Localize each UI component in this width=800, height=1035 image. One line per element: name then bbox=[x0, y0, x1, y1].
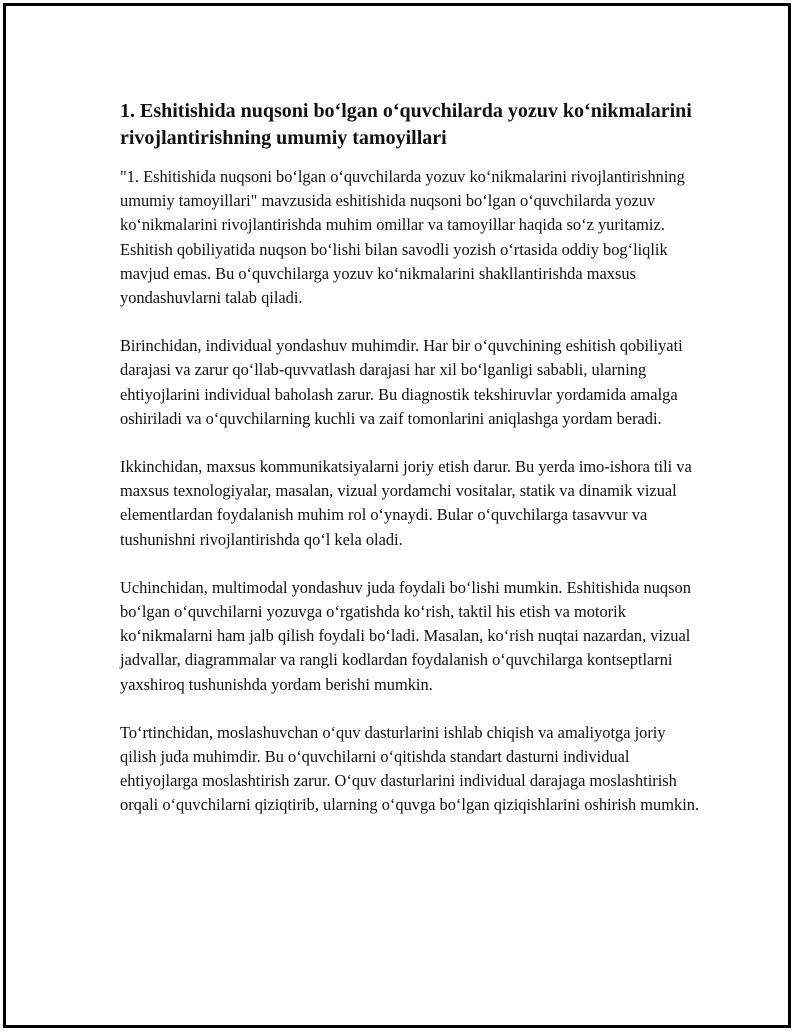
document-body bbox=[120, 98, 700, 842]
page-frame bbox=[3, 3, 791, 1028]
paragraph-first-principle: Birinchidan, individual yondashuv muhimdir. Har bir o‘quvchining eshitish qobiliyati darajasi va zarur qo‘llab-quvvatlash darajasi har xil bo‘lganligi sababli, ularning ehtiyojlarini individual baholash zarur. Bu diagnostik tekshiruvlar yordamida amalga oshiriladi va o‘quvchilarning kuchli va zaif tomonlarini aniqlashga yordam beradi. bbox=[120, 336, 683, 428]
paragraph-fourth-principle: To‘rtinchidan, moslashuvchan o‘quv dasturlarini ishlab chiqish va amaliyotga joriy qilish juda muhimdir. Bu o‘quvchilarni o‘qitishda standart dasturni individual ehtiyojlarga moslashtirish zarur. O‘quv dasturlarini individual darajaga moslashtirish orqali o‘quvchilarni qiziqtirib, ularning o‘quvga bo‘lgan qiziqishlarini oshirish mumkin. bbox=[120, 722, 700, 815]
document-title: 1. Eshitishida nuqsoni bo‘lgan o‘quvchilarda yozuv ko‘nikmalarini rivojlantirishning umumiy tamoyillari bbox=[120, 100, 692, 149]
paragraph-second-principle: Ikkinchidan, maxsus kommunikatsiyalarni joriy etish darur. Bu yerda imo-ishora tili va maxsus texnologiyalar, masalan, vizual yordamchi vositalar, statik va dinamik vizual elementlardan foydalanish muhim rol o‘ynaydi. Bular o‘quvchilarga tasavvur va tushunishni rivojlantirishda qo‘l kela oladi. bbox=[120, 457, 692, 549]
paragraph-third-principle: Uchinchidan, multimodal yondashuv juda foydali bo‘lishi mumkin. Eshitishida nuqson bo‘lgan o‘quvchilarni yozuvga o‘rgatishda ko‘rish, taktil his etish va motorik ko‘nikmalarni ham jalb qilish foydali bo‘ladi. Masalan, ko‘rish nuqtai nazardan, vizual jadvallar, diagrammalar va rangli kodlardan foydalanish o‘quvchilarga kontseptlarni yaxshiroq tushunishda yordam berishi mumkin. bbox=[120, 577, 691, 694]
paragraph-intro: "1. Eshitishida nuqsoni bo‘lgan o‘quvchilarda yozuv ko‘nikmalarini rivojlantirishning umumiy tamoyillari" mavzusida eshitishida nuqsoni bo‘lgan o‘quvchilarda yozuv ko‘nikmalarini rivojlantirishda muhim omillar va tamoyillar haqida so‘z yuritamiz. Eshitish qobiliyatida nuqson bo‘lishi bilan savodli yozish o‘rtasida oddiy bog‘liqlik mavjud emas. Bu o‘quvchilarga yozuv ko‘nikmalarini shakllantirishda maxsus yondashuvlarni talab qiladi. bbox=[120, 167, 685, 308]
